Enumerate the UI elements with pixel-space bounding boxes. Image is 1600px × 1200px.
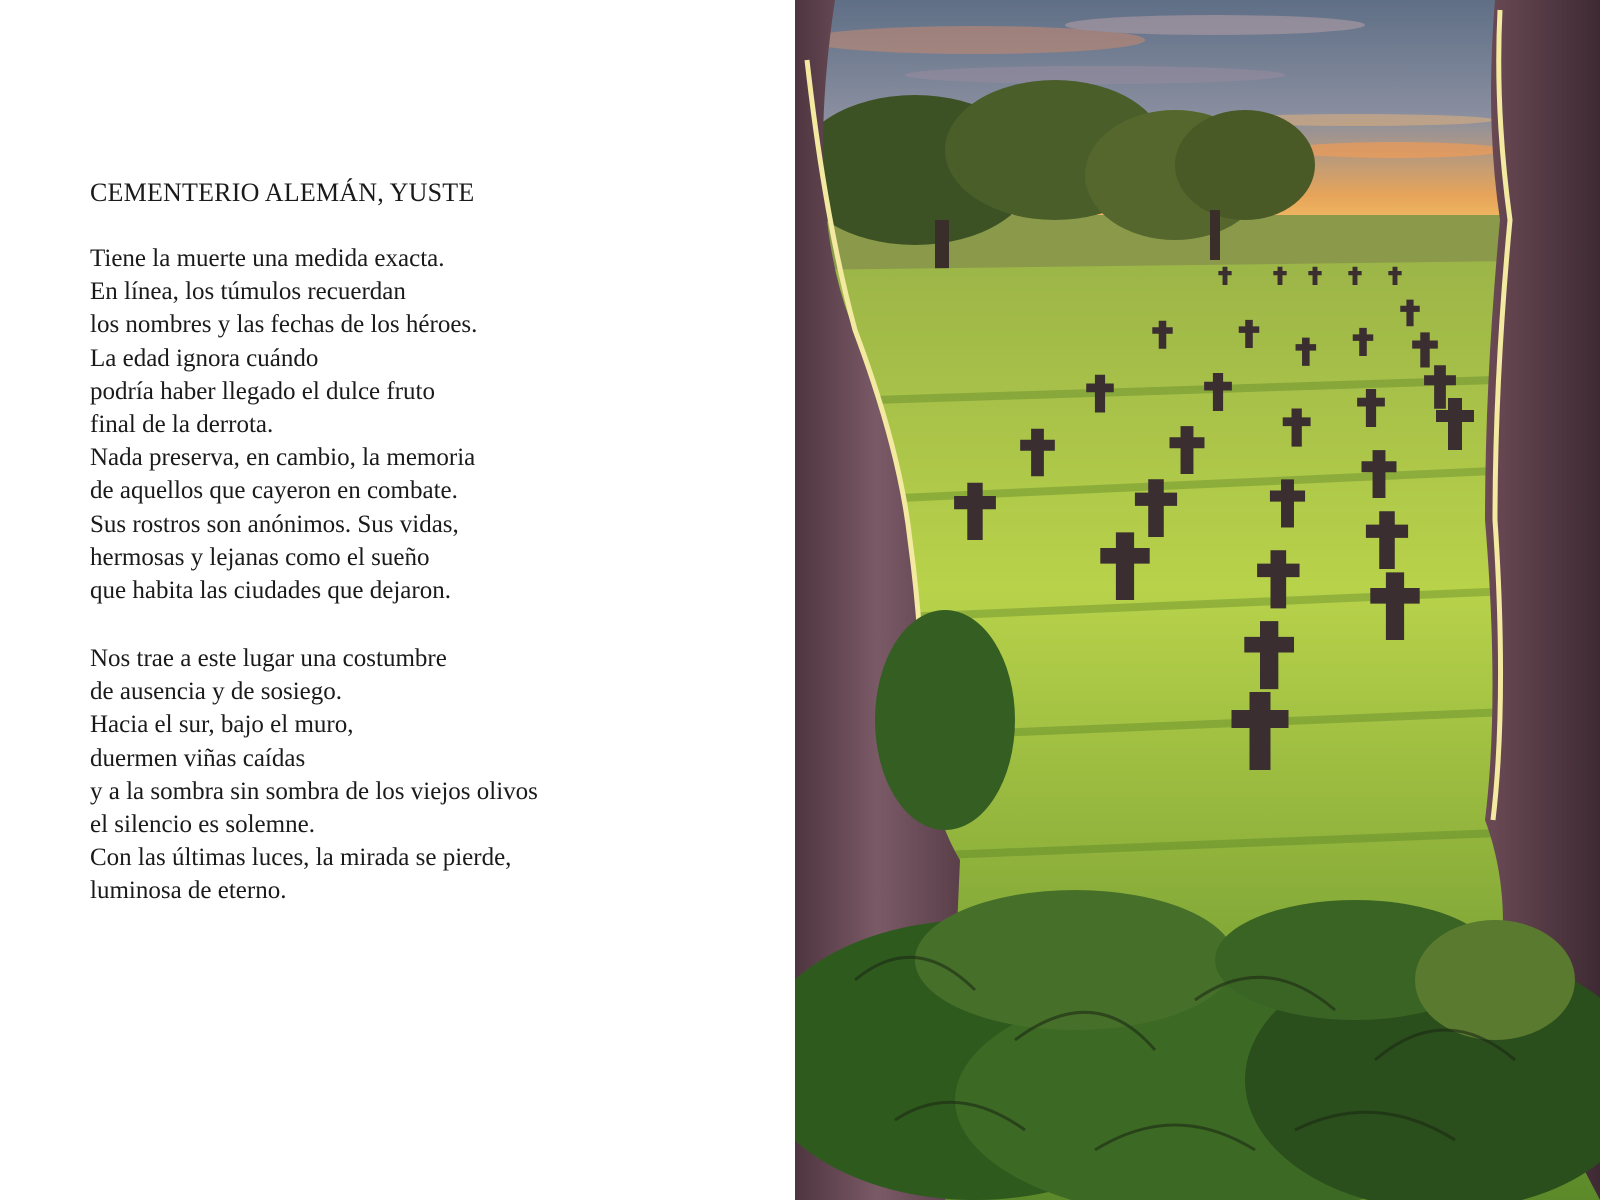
stanza-2 [90,642,538,908]
verse-line: que habita las ciudades que dejaron. [90,576,451,604]
cemetery-illustration [795,0,1600,1200]
verse-line: La edad ignora cuándo [90,344,319,372]
verse-line: Con las últimas luces, la mirada se pierde, [90,844,512,872]
verse-line: duermen viñas caídas [90,744,306,772]
poem-title: CEMENTERIO ALEMÁN, YUSTE [90,178,475,207]
verse-line: Sus rostros son anónimos. Sus vidas, [90,510,459,538]
verse-line: Nos trae a este lugar una costumbre [90,645,447,672]
verse-line: hermosas y lejanas como el sueño [90,543,430,571]
verse-line: Hacia el sur, bajo el muro, [90,711,354,739]
verse-line: de ausencia y de sosiego. [90,678,343,706]
verse-line: de aquellos que cayeron en combate. [90,477,458,505]
stanza-1 [90,242,477,607]
verse-line: podría haber llegado el dulce fruto [90,377,435,405]
illustration-canvas [795,0,1600,1200]
verse-line: los nombres y las fechas de los héroes. [90,311,478,339]
verse-line: final de la derrota. [90,410,274,438]
verse-line: el silencio es solemne. [90,810,315,838]
verse-line: En línea, los túmulos recuerdan [90,278,406,306]
verse-line: Nada preserva, en cambio, la memoria [90,444,476,472]
verse-line: Tiene la muerte una medida exacta. [90,245,445,272]
verse-line: luminosa de eterno. [90,877,287,905]
text-page [0,0,795,1200]
verse-line: y a la sombra sin sombra de los viejos olivos [90,777,538,805]
